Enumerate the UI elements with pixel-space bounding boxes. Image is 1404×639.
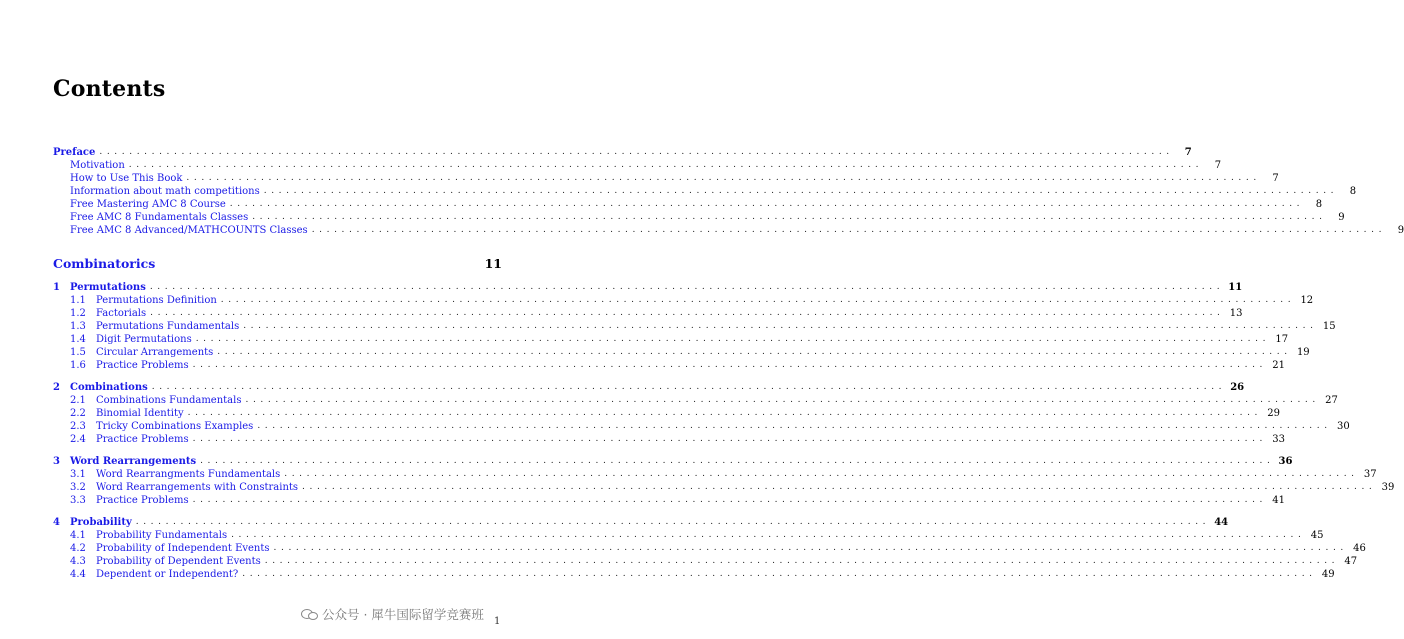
leader-dots: ................................................................................................................................................ <box>311 225 1387 235</box>
chapter-number: 2 <box>53 382 60 393</box>
toc-page-number: 9 <box>1338 212 1345 223</box>
toc-link[interactable]: Binomial Identity <box>96 408 184 419</box>
page-number: 1 <box>494 616 501 627</box>
toc-section[interactable] <box>53 568 1335 581</box>
toc-section[interactable] <box>53 333 1289 346</box>
chapter-number: 1 <box>53 282 60 293</box>
toc-link[interactable]: Combinations <box>70 382 148 393</box>
section-number: 4.3 <box>70 556 86 567</box>
toc-section[interactable] <box>53 542 1366 555</box>
chapter-number: 3 <box>53 456 60 467</box>
toc-page-number: 7 <box>1272 173 1279 184</box>
toc-page-number: 8 <box>1349 186 1357 197</box>
section-number: 2.3 <box>70 421 86 432</box>
leader-dots: ................................................................................................................................................ <box>245 395 1320 405</box>
toc-entry-preface[interactable] <box>53 146 1192 159</box>
leader-dots: ................................................................................................................................................ <box>284 469 1359 479</box>
section-number: 2.2 <box>70 408 86 419</box>
toc-link[interactable]: Motivation <box>70 160 125 171</box>
toc-link[interactable]: Information about math competitions <box>70 186 260 197</box>
toc-link[interactable]: Practice Problems <box>96 495 189 506</box>
toc-link[interactable]: Permutations Fundamentals <box>96 321 240 332</box>
leader-dots: ................................................................................................................................................ <box>257 421 1332 431</box>
leader-dots: ................................................................................................................................................ <box>150 308 1225 318</box>
leader-dots: ................................................................................................................................................ <box>263 186 1339 196</box>
toc-page-number: 17 <box>1275 334 1289 345</box>
leader-dots: ................................................................................................................................................ <box>217 347 1292 357</box>
toc-page-number: 11 <box>484 256 502 271</box>
leader-dots: ................................................................................................................................................ <box>243 321 1318 331</box>
toc-page-number: 7 <box>1184 147 1192 158</box>
toc-link[interactable]: Free Mastering AMC 8 Course <box>70 199 226 210</box>
toc-link[interactable]: Practice Problems <box>96 360 189 371</box>
leader-dots: ................................................................................................................................................ <box>135 517 1211 527</box>
toc-page-number: 46 <box>1353 543 1366 554</box>
toc-link[interactable]: Dependent or Independent? <box>96 569 239 580</box>
toc-link[interactable]: Probability <box>70 517 132 528</box>
toc-page-number: 26 <box>1230 382 1245 393</box>
toc-section[interactable] <box>53 529 1324 542</box>
toc-section[interactable] <box>53 294 1314 307</box>
toc-page-number: 49 <box>1321 569 1335 580</box>
toc-link[interactable]: Permutations <box>70 282 146 293</box>
section-number: 1.2 <box>70 308 86 319</box>
leader-dots: ................................................................................................................................................ <box>302 482 1377 492</box>
toc-link[interactable]: Circular Arrangements <box>96 347 214 358</box>
leader-dots: ................................................................................................................................................ <box>151 382 1227 392</box>
toc-page-number: 21 <box>1272 360 1286 371</box>
toc-chapter[interactable] <box>53 281 1243 294</box>
toc-page-number: 11 <box>1228 282 1243 293</box>
toc-page-number: 44 <box>1214 517 1229 528</box>
toc-page-number: 12 <box>1300 295 1314 306</box>
leader-dots: ................................................................................................................................................ <box>231 530 1306 540</box>
leader-dots: ................................................................................................................................................ <box>149 282 1225 292</box>
section-number: 4.1 <box>70 530 86 541</box>
leader-dots: ................................................................................................................................................ <box>220 295 1296 305</box>
toc-page-number: 39 <box>1381 482 1395 493</box>
toc-section[interactable] <box>53 468 1377 481</box>
toc-section[interactable] <box>53 307 1243 320</box>
toc-page-number: 19 <box>1296 347 1310 358</box>
toc-entry[interactable] <box>53 224 1404 237</box>
toc-link[interactable]: Probability of Dependent Events <box>96 556 261 567</box>
leader-dots: ................................................................................................................................................ <box>242 569 1317 579</box>
section-number: 2.1 <box>70 395 86 406</box>
toc-page-number: 29 <box>1267 408 1280 419</box>
toc-entry[interactable] <box>53 172 1279 185</box>
leader-dots: ................................................................................................................................................ <box>195 334 1271 344</box>
toc-link[interactable]: Preface <box>53 147 96 158</box>
leader-dots: ................................................................................................................................................ <box>229 199 1305 209</box>
leader-dots: ................................................................................................................................................ <box>187 408 1262 418</box>
section-number: 3.2 <box>70 482 86 493</box>
leader-dots: ................................................................................................................................................ <box>192 360 1268 370</box>
toc-link[interactable]: Word Rearrangments Fundamentals <box>96 469 281 480</box>
toc-page-number: 27 <box>1325 395 1338 406</box>
toc-entry[interactable] <box>53 198 1323 211</box>
toc-section[interactable] <box>53 359 1286 372</box>
toc-link[interactable]: Practice Problems <box>96 434 189 445</box>
toc-section[interactable] <box>53 346 1310 359</box>
toc-link[interactable]: Probability of Independent Events <box>96 543 270 554</box>
section-number: 1.6 <box>70 360 86 371</box>
toc-link[interactable]: Combinatorics <box>53 256 156 271</box>
toc-page-number: 13 <box>1229 308 1243 319</box>
leader-dots: ................................................................................................................................................ <box>99 147 1174 157</box>
toc-section[interactable] <box>53 394 1338 407</box>
watermark-text: 公众号 · 犀牛国际留学竞赛班 <box>322 607 484 622</box>
chapter-number: 4 <box>53 517 60 528</box>
toc-page-number: 47 <box>1344 556 1358 567</box>
section-number: 3.3 <box>70 495 86 506</box>
leader-dots: ................................................................................................................................................ <box>186 173 1261 183</box>
toc-link[interactable]: Permutations Definition <box>96 295 217 306</box>
section-number: 1.5 <box>70 347 86 358</box>
toc-link[interactable]: Free AMC 8 Fundamentals Classes <box>70 212 249 223</box>
toc-page-number: 30 <box>1336 421 1350 432</box>
toc-entry[interactable] <box>53 185 1357 198</box>
toc-link[interactable]: Word Rearrangements with Constraints <box>96 482 299 493</box>
section-number: 1.1 <box>70 295 86 306</box>
section-number: 1.3 <box>70 321 86 332</box>
section-number: 4.4 <box>70 569 86 580</box>
toc-section[interactable] <box>53 320 1336 333</box>
toc-section[interactable] <box>53 494 1286 507</box>
section-number: 1.4 <box>70 334 86 345</box>
toc-link[interactable]: How to Use This Book <box>70 173 183 184</box>
toc-page-number: 33 <box>1272 434 1286 445</box>
toc-link[interactable]: Digit Permutations <box>96 334 192 345</box>
toc-section[interactable] <box>53 420 1350 433</box>
leader-dots: ................................................................................................................................................ <box>192 434 1268 444</box>
section-number: 2.4 <box>70 434 86 445</box>
toc-page-number: 9 <box>1397 225 1404 236</box>
toc-link[interactable]: Combinations Fundamentals <box>96 395 242 406</box>
watermark <box>301 605 484 623</box>
toc-section[interactable] <box>53 481 1395 494</box>
toc-section[interactable] <box>53 407 1280 420</box>
toc-link[interactable]: Factorials <box>96 308 147 319</box>
leader-dots: ................................................................................................................................................ <box>200 456 1275 466</box>
toc-entry[interactable] <box>53 211 1345 224</box>
toc-link[interactable]: Free AMC 8 Advanced/MATHCOUNTS Classes <box>70 225 308 236</box>
toc-page-number: 36 <box>1278 456 1293 467</box>
toc-link[interactable]: Probability Fundamentals <box>96 530 228 541</box>
leader-dots: ................................................................................................................................................ <box>273 543 1348 553</box>
toc-section[interactable] <box>53 555 1358 568</box>
leader-dots: ................................................................................................................................................ <box>252 212 1327 222</box>
toc-page-number: 7 <box>1214 160 1222 171</box>
toc-page-number: 15 <box>1322 321 1336 332</box>
wechat-icon <box>301 608 317 620</box>
toc-link[interactable]: Tricky Combinations Examples <box>96 421 254 432</box>
toc-page-number: 41 <box>1272 495 1286 506</box>
toc-part-combinatorics[interactable] <box>53 256 502 271</box>
toc-entry[interactable] <box>53 159 1222 172</box>
leader-dots: ................................................................................................................................................ <box>128 160 1204 170</box>
section-number: 4.2 <box>70 543 86 554</box>
toc-page-number: 8 <box>1315 199 1323 210</box>
toc-chapter[interactable] <box>53 381 1245 394</box>
toc-page-number: 45 <box>1310 530 1324 541</box>
toc-link[interactable]: Word Rearrangements <box>70 456 197 467</box>
toc-page-number: 37 <box>1363 469 1377 480</box>
toc-section[interactable] <box>53 433 1286 446</box>
leader-dots: ................................................................................................................................................ <box>192 495 1268 505</box>
toc-chapter[interactable] <box>53 455 1293 468</box>
toc-chapter[interactable] <box>53 516 1229 529</box>
page-title: Contents <box>53 76 166 102</box>
leader-dots: ................................................................................................................................................ <box>264 556 1340 566</box>
section-number: 3.1 <box>70 469 86 480</box>
